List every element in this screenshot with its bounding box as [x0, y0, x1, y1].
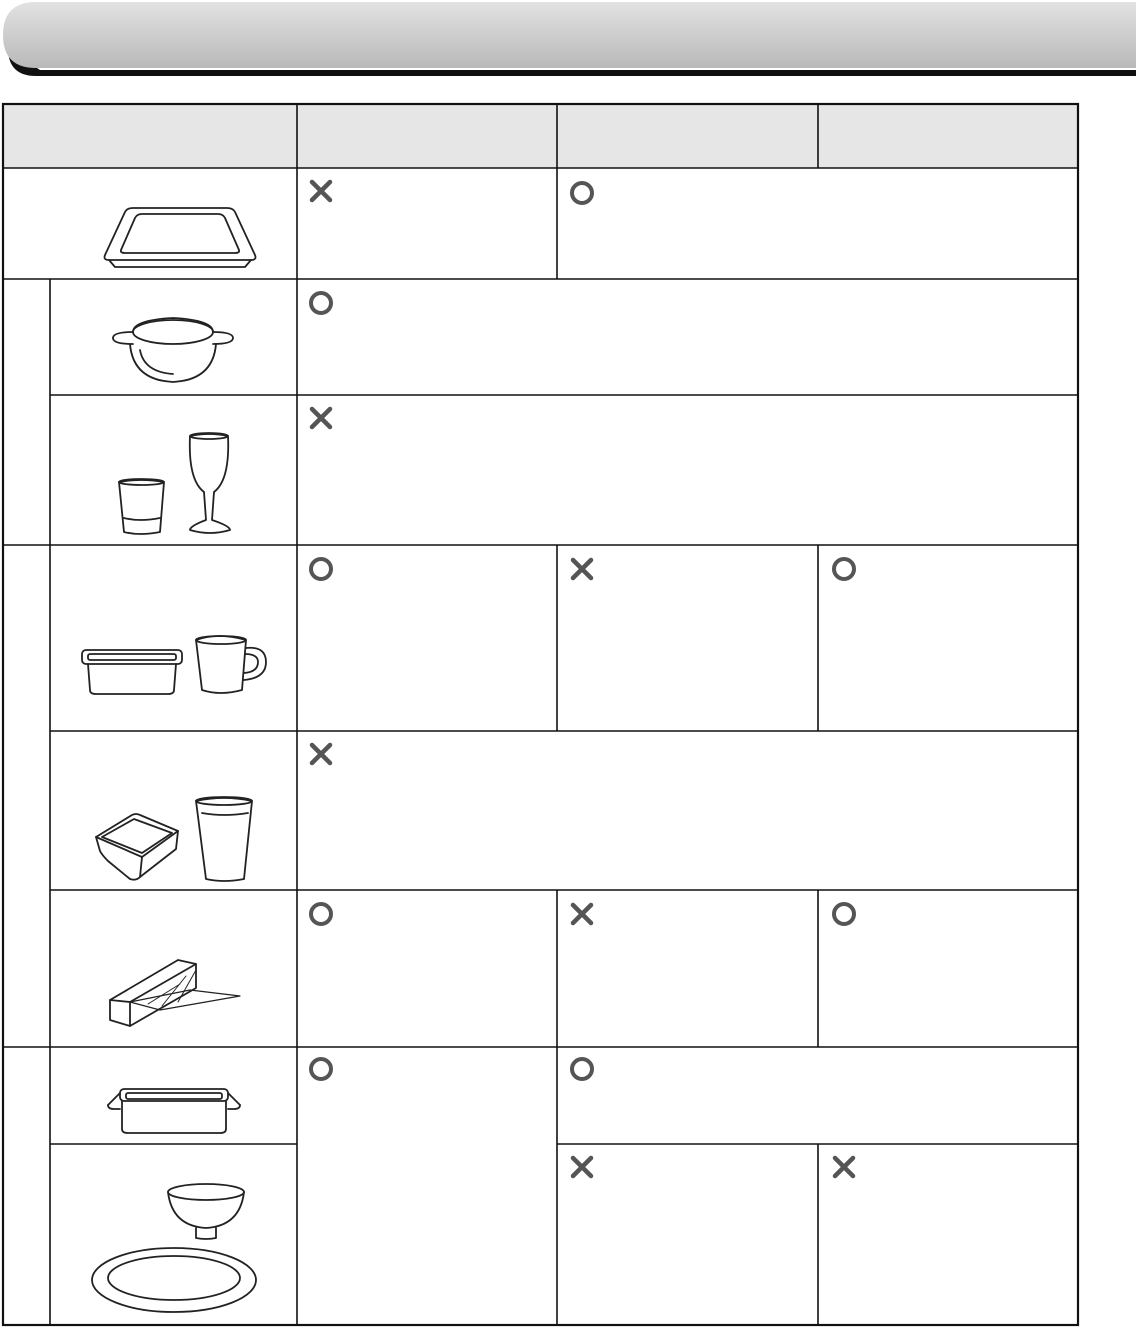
header-cell-utensil — [3, 104, 297, 168]
header-cell-col3 — [818, 104, 1078, 168]
glasses-icon — [110, 430, 240, 540]
cross-mark-icon — [308, 405, 334, 431]
circle-mark-icon — [569, 180, 595, 206]
cross-mark-icon — [569, 556, 595, 582]
circle-mark-icon — [308, 290, 334, 316]
header-cell-col2 — [557, 104, 818, 168]
plastic-wrap-icon — [100, 950, 250, 1032]
circle-mark-icon — [831, 901, 857, 927]
plastic-container-cup-icon — [92, 795, 262, 883]
circle-mark-icon — [831, 556, 857, 582]
cross-mark-icon — [308, 178, 334, 204]
cross-mark-icon — [831, 1154, 857, 1180]
circle-mark-icon — [308, 556, 334, 582]
glass-casserole-icon — [108, 300, 238, 392]
cross-mark-icon — [569, 901, 595, 927]
circle-mark-icon — [308, 1056, 334, 1082]
cross-mark-icon — [569, 1154, 595, 1180]
metal-tray-icon — [95, 200, 265, 275]
plate-bowl-icon — [88, 1178, 260, 1316]
cross-mark-icon — [308, 741, 334, 767]
plastic-container-mug-icon — [78, 630, 273, 696]
header-cell-col1 — [297, 104, 557, 168]
circle-mark-icon — [308, 901, 334, 927]
circle-mark-icon — [569, 1056, 595, 1082]
baking-dish-icon — [104, 1075, 244, 1137]
